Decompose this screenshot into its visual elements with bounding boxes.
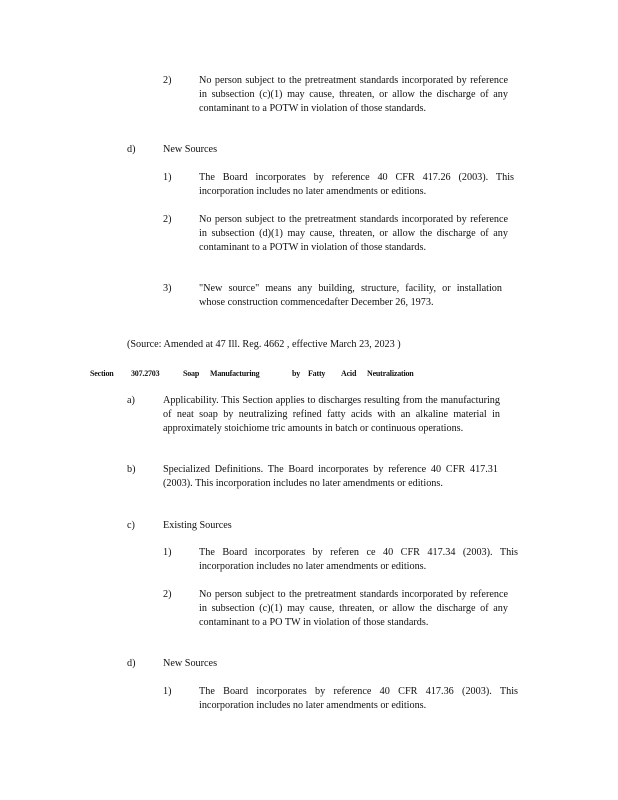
section-heading: [0, 367, 618, 381]
item-number: 1): [163, 172, 172, 183]
item-number: 2): [163, 214, 172, 225]
subsection-label: c): [127, 520, 135, 531]
section-title-word: Neutralization: [367, 369, 414, 378]
paragraph-text: No person subject to the pretreatment standards incorporated by reference in subsection (c)(1) may cause, threaten, or allow the discharge of any contaminant to a PO TW in violation of those standards.: [199, 589, 508, 628]
subsection-heading: New Sources: [163, 658, 218, 669]
section-title-word: Fatty: [308, 369, 326, 378]
source-note: (Source: Amended at 47 Ill. Reg. 4662 , effective March 23, 2023 ): [127, 339, 401, 350]
section-label: Section: [90, 369, 114, 378]
item-number: 2): [163, 589, 172, 600]
subsection-heading: New Sources: [163, 144, 218, 155]
subsection-label: d): [127, 144, 136, 155]
paragraph-text: Specialized Definitions. The Board incorporates by reference 40 CFR 417.31 (2003). This incorporation includes no later amendments or editions.: [163, 464, 498, 489]
subsection-label: a): [127, 395, 135, 406]
paragraph-text: No person subject to the pretreatment standards incorporated by reference in subsection (c)(1) may cause, threaten, or allow the discharge of any contaminant to a POTW in violation of those standards.: [199, 75, 508, 114]
paragraph-text: Applicability. This Section applies to discharges resulting from the manufacturing of neat soap by neutralizing refined fatty acids with an alkaline material in approximately stoichiome tric amounts in batch or continuous operations.: [163, 395, 500, 434]
item-number: 3): [163, 283, 172, 294]
paragraph-text: The Board incorporates by reference 40 CFR 417.26 (2003). This incorporation includes no later amendments or editions.: [199, 172, 514, 197]
paragraph-text: "New source" means any building, structure, facility, or installation whose construction commencedafter December 26, 1973.: [199, 283, 502, 308]
item-number: 1): [163, 686, 172, 697]
subsection-heading: Existing Sources: [163, 520, 232, 531]
paragraph-text: No person subject to the pretreatment standards incorporated by reference in subsection (d)(1) may cause, threaten, or allow the discharge of any contaminant to a POTW in violation of those standards.: [199, 214, 508, 253]
section-title-word: Manufacturing: [210, 369, 260, 378]
section-title-word: by: [292, 369, 301, 378]
subsection-label: d): [127, 658, 136, 669]
section-title-word: Soap: [183, 369, 200, 378]
item-number: 1): [163, 547, 172, 558]
section-number: 307.2703: [131, 369, 160, 378]
paragraph-text: The Board incorporates by reference 40 CFR 417.36 (2003). This incorporation includes no later amendments or editions.: [199, 686, 518, 711]
subsection-label: b): [127, 464, 136, 475]
item-number: 2): [163, 75, 172, 86]
section-title-word: Acid: [341, 369, 357, 378]
paragraph-text: The Board incorporates by referen ce 40 CFR 417.34 (2003). This incorporation includes no later amendments or editions.: [199, 547, 518, 572]
